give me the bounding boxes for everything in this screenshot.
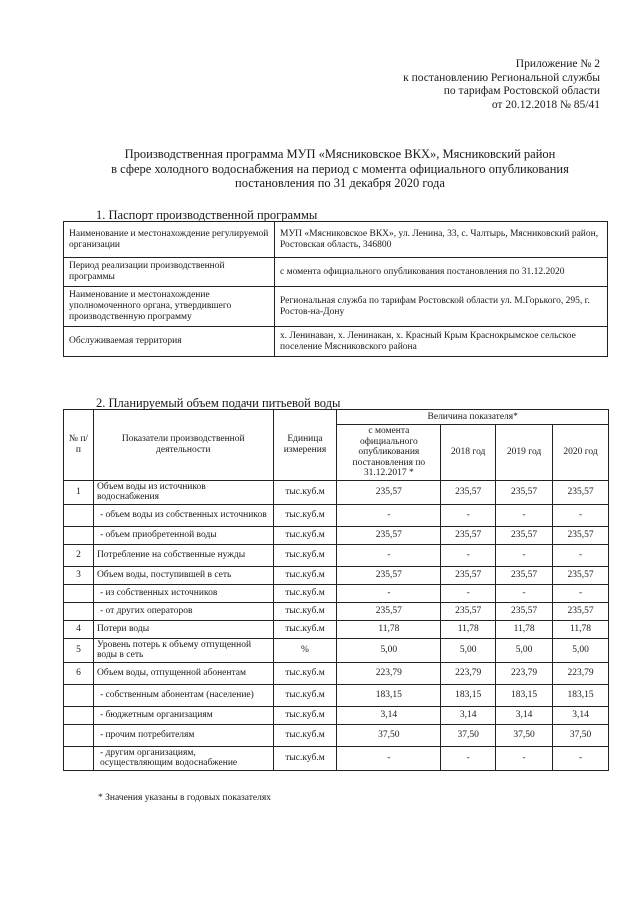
header-period0: с момента официального опубликования постановления по 31.12.2017 * — [337, 425, 441, 481]
value-period0: 37,50 — [337, 724, 441, 746]
table-row — [64, 526, 609, 544]
table-row — [64, 662, 609, 684]
value-2019: 235,57 — [496, 602, 553, 620]
indicator-name: Потребление на собственные нужды — [93, 544, 273, 566]
indicator-name: - бюджетным организациям — [93, 706, 273, 724]
table-row — [64, 746, 609, 770]
passport-label: Наименование и местонахождение уполномоченного органа, утвердившего производственную программу — [64, 287, 275, 327]
value-2020: 37,50 — [553, 724, 609, 746]
value-2020: 235,57 — [553, 602, 609, 620]
table-row — [64, 584, 609, 602]
value-2018: 223,79 — [441, 662, 496, 684]
table-row — [64, 706, 609, 724]
unit-cell: тыс.куб.м — [273, 544, 337, 566]
row-number: 4 — [64, 620, 94, 638]
value-2019: 183,15 — [496, 684, 553, 706]
title-line: в сфере холодного водоснабжения на период с момента официального опубликования — [111, 161, 569, 176]
row-number: 1 — [64, 480, 94, 504]
indicator-name: Объем воды, отпущенной абонентам — [93, 662, 273, 684]
indicator-name: Уровень потерь к объему отпущенной воды в сеть — [93, 638, 273, 662]
value-2020: 223,79 — [553, 662, 609, 684]
unit-cell: тыс.куб.м — [273, 504, 337, 526]
value-2018: 5,00 — [441, 638, 496, 662]
indicator-name: - из собственных источников — [93, 584, 273, 602]
value-2020: - — [553, 746, 609, 770]
value-period0: 223,79 — [337, 662, 441, 684]
value-2018: 235,57 — [441, 566, 496, 584]
passport-row — [64, 222, 608, 258]
unit-cell: тыс.куб.м — [273, 602, 337, 620]
header-indicator: Показатели производственной деятельности — [93, 410, 273, 481]
indicator-name: - объем воды из собственных источников — [93, 504, 273, 526]
value-2019: - — [496, 504, 553, 526]
passport-row — [64, 327, 608, 357]
unit-cell: тыс.куб.м — [273, 620, 337, 638]
value-period0: 183,15 — [337, 684, 441, 706]
passport-value: Региональная служба по тарифам Ростовской области ул. М.Горького, 295, г. Ростов-на-Дону — [275, 287, 608, 327]
passport-value: х. Ленинаван, х. Ленинакан, х. Красный Крым Краснокрымское сельское поселение Мясниковского района — [275, 327, 608, 357]
header-year-2018: 2018 год — [441, 425, 496, 481]
unit-cell: тыс.куб.м — [273, 706, 337, 724]
value-period0: - — [337, 746, 441, 770]
passport-label: Наименование и местонахождение регулируемой организации — [64, 222, 275, 258]
header-num: № п/п — [64, 410, 94, 481]
value-2020: 235,57 — [553, 566, 609, 584]
passport-table — [63, 221, 608, 357]
value-2018: - — [441, 584, 496, 602]
value-2020: 5,00 — [553, 638, 609, 662]
appendix-line: к постановлению Региональной службы — [403, 71, 600, 84]
row-number: 6 — [64, 662, 94, 684]
row-number — [64, 526, 94, 544]
passport-label: Обслуживаемая территория — [64, 327, 275, 357]
value-2019: 223,79 — [496, 662, 553, 684]
table-row — [64, 684, 609, 706]
value-2018: 183,15 — [441, 684, 496, 706]
unit-cell: тыс.куб.м — [273, 584, 337, 602]
value-2020: - — [553, 504, 609, 526]
value-2019: 5,00 — [496, 638, 553, 662]
row-number — [64, 746, 94, 770]
value-2020: - — [553, 584, 609, 602]
value-2019: 235,57 — [496, 526, 553, 544]
table-row — [64, 724, 609, 746]
water-volume-table — [63, 409, 609, 771]
value-2018: 11,78 — [441, 620, 496, 638]
value-period0: - — [337, 584, 441, 602]
row-number — [64, 584, 94, 602]
appendix-line: от 20.12.2018 № 85/41 — [491, 98, 600, 111]
value-period0: 11,78 — [337, 620, 441, 638]
row-number: 5 — [64, 638, 94, 662]
value-period0: 5,00 — [337, 638, 441, 662]
value-2019: 11,78 — [496, 620, 553, 638]
table-row — [64, 602, 609, 620]
value-2018: 3,14 — [441, 706, 496, 724]
table-row — [64, 544, 609, 566]
value-2020: 235,57 — [553, 526, 609, 544]
appendix-line: Приложение № 2 — [515, 58, 600, 70]
header-year-2020: 2020 год — [553, 425, 609, 481]
title-line: Производственная программа МУП «Мясниковское ВКХ», Мясниковский район — [124, 147, 556, 161]
value-2019: 235,57 — [496, 566, 553, 584]
value-2019: 235,57 — [496, 480, 553, 504]
indicator-name: Объем воды из источников водоснабжения — [93, 480, 273, 504]
header-row — [64, 410, 609, 425]
unit-cell: % — [273, 638, 337, 662]
value-2018: 235,57 — [441, 602, 496, 620]
indicator-name: - от других операторов — [93, 602, 273, 620]
value-2020: - — [553, 544, 609, 566]
passport-row — [64, 258, 608, 287]
row-number — [64, 504, 94, 526]
table-row — [64, 566, 609, 584]
value-period0: 235,57 — [337, 566, 441, 584]
indicator-name: Потери воды — [93, 620, 273, 638]
unit-cell: тыс.куб.м — [273, 724, 337, 746]
value-period0: 3,14 — [337, 706, 441, 724]
table-row — [64, 638, 609, 662]
value-2019: - — [496, 746, 553, 770]
passport-value: с момента официального опубликования постановления по 31.12.2020 — [275, 258, 608, 287]
table-row — [64, 480, 609, 504]
row-number: 3 — [64, 566, 94, 584]
value-2019: 3,14 — [496, 706, 553, 724]
value-2019: - — [496, 544, 553, 566]
row-number — [64, 602, 94, 620]
value-2019: - — [496, 584, 553, 602]
value-2018: 37,50 — [441, 724, 496, 746]
unit-cell: тыс.куб.м — [273, 480, 337, 504]
row-number — [64, 706, 94, 724]
unit-cell: тыс.куб.м — [273, 746, 337, 770]
value-2018: 235,57 — [441, 480, 496, 504]
value-period0: - — [337, 544, 441, 566]
title-line: постановления по 31 декабря 2020 года — [235, 176, 445, 190]
row-number: 2 — [64, 544, 94, 566]
value-2020: 3,14 — [553, 706, 609, 724]
table-row — [64, 620, 609, 638]
unit-cell: тыс.куб.м — [273, 662, 337, 684]
value-period0: 235,57 — [337, 602, 441, 620]
table-row — [64, 504, 609, 526]
row-number — [64, 724, 94, 746]
header-year-2019: 2019 год — [496, 425, 553, 481]
indicator-name: - прочим потребителям — [93, 724, 273, 746]
passport-row — [64, 287, 608, 327]
passport-label: Период реализации производственной программы — [64, 258, 275, 287]
document-title — [60, 147, 620, 191]
indicator-name: Объем воды, поступившей в сеть — [93, 566, 273, 584]
value-period0: 235,57 — [337, 480, 441, 504]
appendix-line: по тарифам Ростовской области — [443, 85, 600, 97]
unit-cell: тыс.куб.м — [273, 684, 337, 706]
indicator-name: - объем приобретенной воды — [93, 526, 273, 544]
value-2018: - — [441, 746, 496, 770]
header-value-group: Величина показателя* — [337, 410, 609, 425]
value-2018: 235,57 — [441, 526, 496, 544]
value-2019: 37,50 — [496, 724, 553, 746]
section1-heading: 1. Паспорт производственной программы — [96, 208, 318, 222]
value-2020: 11,78 — [553, 620, 609, 638]
value-period0: - — [337, 504, 441, 526]
value-2018: - — [441, 504, 496, 526]
header-unit: Единица измерения — [273, 410, 337, 481]
footnote: * Значения указаны в годовых показателях — [98, 793, 272, 803]
unit-cell: тыс.куб.м — [273, 526, 337, 544]
value-2018: - — [441, 544, 496, 566]
value-period0: 235,57 — [337, 526, 441, 544]
value-2020: 235,57 — [553, 480, 609, 504]
indicator-name: - собственным абонентам (население) — [93, 684, 273, 706]
value-2020: 183,15 — [553, 684, 609, 706]
row-number — [64, 684, 94, 706]
passport-value: МУП «Мясниковское ВКХ», ул. Ленина, 33, с. Чалтырь, Мясниковский район, Ростовская область, 346800 — [275, 222, 608, 258]
appendix-block — [403, 58, 600, 112]
unit-cell: тыс.куб.м — [273, 566, 337, 584]
indicator-name: - другим организациям, осуществляющим водоснабжение — [93, 746, 273, 770]
section2-heading: 2. Планируемый объем подачи питьевой воды — [96, 396, 341, 410]
